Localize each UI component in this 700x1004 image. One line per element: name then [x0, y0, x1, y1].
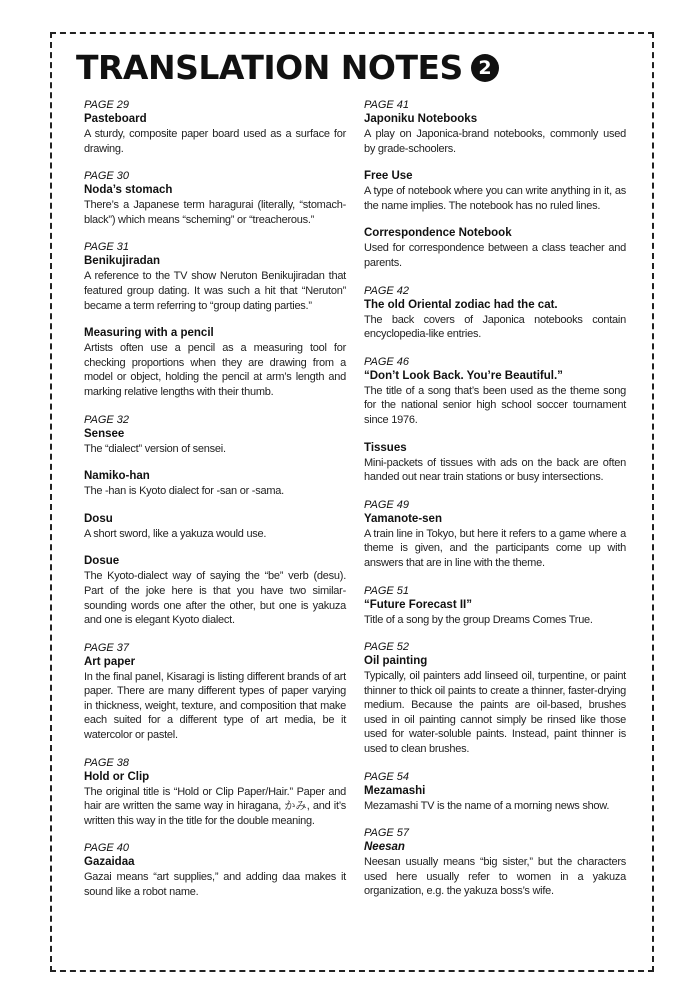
note-entry: [364, 355, 626, 428]
note-heading: Art paper: [84, 655, 136, 668]
note-heading: Gazaidaa: [84, 856, 135, 869]
note-entry: [84, 756, 346, 829]
note-page-label: PAGE 29: [84, 99, 130, 111]
note-heading: “Future Forecast II”: [364, 598, 472, 611]
note-body: The -han is Kyoto dialect for -san or -sama.: [84, 485, 284, 498]
note-heading: Noda’s stomach: [84, 184, 173, 197]
note-entry: [84, 240, 346, 313]
note-heading: Tissues: [364, 441, 407, 454]
note-body: The title of a song that’s been used as the theme song for the national senior high school soccer tournament since 1976.: [364, 384, 626, 426]
note-entry: [364, 98, 626, 156]
title-number-badge: 2: [471, 54, 499, 82]
note-page-label: PAGE 42: [364, 284, 410, 297]
note-heading: “Don’t Look Back. You’re Beautiful.”: [364, 369, 563, 382]
note-heading: Sensee: [84, 427, 125, 440]
note-heading: Free Use: [364, 170, 413, 183]
note-entry: [364, 826, 626, 899]
note-heading: Yamanote-sen: [364, 512, 442, 525]
note-heading: Namiko-han: [84, 470, 150, 483]
note-body: The Kyoto-dialect way of saying the “be” verb (desu). Part of the joke here is that you have two similar-sounding words one after the other, but one is yakuza and one is elegant Kyoto dialect.: [84, 570, 346, 627]
note-body: A short sword, like a yakuza would use.: [84, 527, 267, 540]
note-body: Title of a song by the group Dreams Comes True.: [364, 613, 593, 626]
note-entry: [84, 512, 346, 542]
note-body: A sturdy, composite paper board used as a surface for drawing.: [84, 128, 346, 155]
note-body: Neesan usually means “big sister,” but the characters used here usually refer to women in a yakuza organization, e.g. the yakuza boss’s wife.: [364, 856, 626, 898]
note-heading: Dosue: [84, 555, 120, 568]
note-page-label: PAGE 41: [364, 99, 410, 111]
page-title-text: TRANSLATION NOTES: [76, 48, 463, 87]
note-heading: Oil painting: [364, 655, 428, 668]
right-notes-column: [364, 98, 626, 912]
note-body: Typically, oil painters add linseed oil, turpentine, or paint thinner to thick oil paints to create a thinner, faster-drying medium. Because the paints are oil-based, brushes used in oil painting cannot simply be rinsed like those used for water-soluble paints. Instead, paint thinner is used to clean brushes.: [364, 670, 626, 756]
note-entry: [364, 584, 626, 628]
note-entry: [364, 640, 626, 757]
note-page-label: PAGE 38: [84, 756, 130, 769]
note-heading: Mezamashi: [364, 784, 426, 797]
note-body: Used for correspondence between a class teacher and parents.: [364, 242, 626, 269]
note-page-label: PAGE 37: [84, 641, 130, 654]
note-heading: Japoniku Notebooks: [364, 113, 478, 125]
note-body: A reference to the TV show Neruton Benikujiradan that featured group dating. It was such a hit that “Neruton” became a term referring to “group dating parties.”: [84, 270, 346, 312]
note-entry: [364, 441, 626, 485]
note-entry: [84, 169, 346, 227]
note-entry: [364, 770, 626, 814]
note-heading: Correspondence Notebook: [364, 227, 512, 240]
note-page-label: PAGE 32: [84, 413, 130, 426]
page-title: [76, 48, 499, 87]
note-heading: Hold or Clip: [84, 770, 150, 783]
note-entry: [364, 169, 626, 213]
note-body: The “dialect” version of sensei.: [84, 442, 226, 455]
left-notes-column: [84, 98, 346, 913]
note-body: There’s a Japanese term haragurai (literally, “stomach-black”) which means “scheming” or “treacherous.”: [84, 199, 346, 226]
note-entry: [84, 469, 346, 499]
note-entry: [84, 413, 346, 457]
note-heading: Neesan: [364, 841, 405, 854]
note-heading: Pasteboard: [84, 113, 147, 125]
note-entry: [364, 498, 626, 571]
note-entry: [84, 641, 346, 743]
note-entry: [84, 554, 346, 627]
note-body: The back covers of Japonica notebooks contain encyclopedia-like entries.: [364, 313, 626, 341]
note-body: Artists often use a pencil as a measuring tool for checking proportions when they are drawing from a model or object, holding the pencil at arm’s length and marking relative lengths with their thumb.: [84, 342, 346, 398]
note-entry: [364, 284, 626, 342]
note-body: Mini-packets of tissues with ads on the back are often handed out near train stations or busy intersections.: [364, 456, 626, 484]
note-entry: [84, 326, 346, 399]
note-heading: The old Oriental zodiac had the cat.: [364, 298, 558, 311]
note-entry: [84, 841, 346, 899]
note-heading: Benikujiradan: [84, 255, 161, 268]
note-page-label: PAGE 30: [84, 170, 130, 183]
note-body: In the final panel, Kisaragi is listing different brands of art paper. There are many different types of paper varying in thickness, weight, texture, and composition that make each suited for a different type of art media, be it watercolor or pastel.: [84, 670, 346, 742]
note-page-label: PAGE 52: [364, 641, 410, 654]
note-page-label: PAGE 51: [364, 584, 410, 597]
note-body: Mezamashi TV is the name of a morning news show.: [364, 799, 610, 812]
note-page-label: PAGE 57: [364, 827, 410, 840]
note-body: The original title is “Hold or Clip Paper/Hair.” Paper and hair are written the same way in hiragana, かみ, and it’s written this way in the title for the double meaning.: [84, 785, 346, 827]
note-entry: [84, 98, 346, 156]
note-heading: Dosu: [84, 512, 113, 525]
note-page-label: PAGE 49: [364, 498, 410, 511]
note-entry: [364, 226, 626, 270]
note-body: A type of notebook where you can write anything in it, as the name implies. The notebook has no ruled lines.: [364, 185, 626, 212]
note-body: A train line in Tokyo, but here it refers to a game where a theme is given, and the participants come up with answers that are in line with the theme.: [364, 527, 626, 569]
note-page-label: PAGE 40: [84, 842, 130, 855]
note-heading: Measuring with a pencil: [84, 327, 214, 340]
note-body: Gazai means “art supplies,” and adding daa makes it sound like a robot name.: [84, 871, 346, 899]
note-body: A play on Japonica-brand notebooks, commonly used by grade-schoolers.: [364, 128, 626, 155]
note-page-label: PAGE 54: [364, 770, 410, 783]
note-page-label: PAGE 46: [364, 355, 410, 368]
note-page-label: PAGE 31: [84, 241, 130, 254]
